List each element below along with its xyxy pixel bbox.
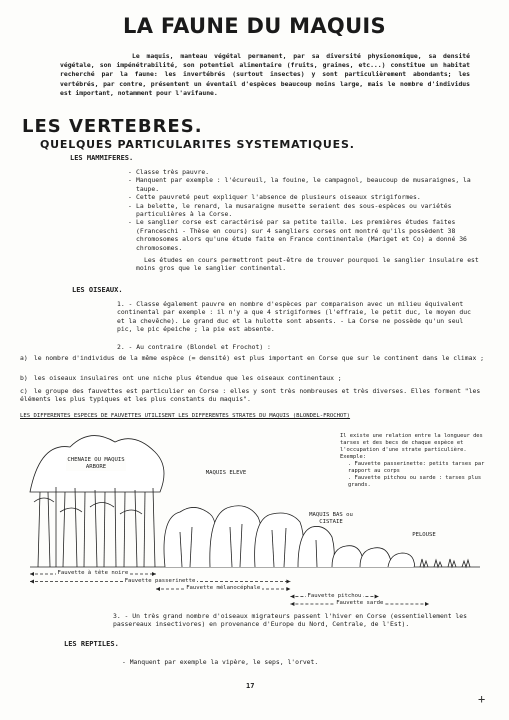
fauvette-range-label: Fauvette à tête noire: [57, 570, 129, 576]
strata-label-maquis-eleve: MAQUIS ELEVE: [196, 470, 256, 477]
observation-label: a): [20, 354, 28, 362]
legend-item: . Fauvette passerinette: petits tarses par rapport au corps: [348, 461, 485, 474]
page-title: LA FAUNE DU MAQUIS: [123, 14, 386, 38]
observation-label: c): [20, 387, 28, 395]
margin-mark: +: [478, 692, 486, 706]
maquis-bas-shrubs: [332, 546, 415, 567]
list-item: - Le sanglier corse est caractérisé par sa petite taille. Les premières études faites (Franceschi - Thèse en cours) sur 4 sangliers corses ont montré qu'ils possèdent 38 chromosomes alors qu'une étude faite en France continentale (Mariget et Co) a donné 36 chromosomes.: [128, 218, 483, 252]
oiseaux-heading: LES OISEAUX.: [72, 286, 123, 294]
observation-text: le groupe des fauvettes est particulier en Corse : elles y sont très nombreuses et très diverses. Elles forment "les éléments les plus typiques et les plus constants du maquis".: [20, 387, 481, 404]
oiseaux-item-2: 2. - Au contraire (Blondel et Frochot) :: [117, 343, 271, 351]
reptiles-text: - Manquent par exemple la vipère, le seps, l'orvet.: [122, 658, 319, 666]
mammiferes-note: Les études en cours permettront peut-être de trouver pourquoi le sanglier insulaire est moins gros que le sanglier continental.: [136, 256, 479, 273]
pelouse-grass: [420, 559, 470, 567]
observation-c: [20, 387, 488, 404]
legend-intro: Il existe une relation entre la longueur des tarses et des becs de chaque espèce et l'occupation d'une strate particulière. Exemple:: [340, 433, 483, 460]
fauvette-range-label: Fauvette passerinette: [124, 577, 196, 584]
observation-b: [20, 374, 488, 382]
observation-a: [20, 354, 488, 362]
legend-item: . Fauvette pitchou ou sarde : tarses plus grands.: [348, 475, 482, 488]
page-number: 17: [246, 682, 255, 690]
list-item: - Manquent par exemple : l'écureuil, la fouine, le campagnol, beaucoup de musaraignes, la taupe.: [128, 176, 483, 193]
strata-label-chenaie: CHENAIE OU MAQUIS ARBORE: [67, 457, 125, 470]
figure-title: LES DIFFERENTES ESPECES DE FAUVETTES UTILISENT LES DIFFERENTES STRATES DU MAQUIS (BLONDEL-FROCHOT): [20, 413, 351, 419]
figure-legend: [340, 433, 488, 489]
list-item: - La belette, le renard, la musaraigne musette seraient des sous-espèces ou variétés particulières à la Corse.: [128, 202, 483, 219]
fauvette-range-label: Fauvette mélanocéphale: [186, 585, 261, 591]
intro-paragraph: Le maquis, manteau végétal permanent, par sa diversité physionomique, sa densité végétale, son impénétrabilité, son potentiel alimentaire (fruits, graines, etc...) constitue un habitat recherché par la faune: les invertébrés (surtout insectes) y sont particulièrement abondants; les vertébrés, par contre, présentent un éventail d'espèces beaucoup moins large, mais le nombre d'individus est important, notamment pour l'avifaune.: [60, 52, 470, 97]
observation-text: le nombre d'individus de la même espèce (= densité) est plus important en Corse que sur le continent dans le climax ;: [33, 354, 485, 362]
section-subheading: QUELQUES PARTICULARITES SYSTEMATIQUES.: [40, 138, 355, 151]
fauvette-range-label: Fauvette pitchou: [307, 592, 362, 599]
strata-label-pelouse: PELOUSE: [404, 532, 444, 539]
observation-label: b): [20, 374, 28, 382]
oiseaux-item-3: 3. - Un très grand nombre d'oiseaux migrateurs passent l'hiver en Corse (essentiellement les passereaux insectivores) en provenance d'Europe du Nord, Centrale, de l'Est).: [113, 612, 467, 629]
mammiferes-heading: LES MAMMIFERES.: [70, 154, 134, 162]
oiseaux-item-1: 1. - Classe également pauvre en nombre d'espèces par comparaison avec un milieu équivalent continental par exemple : il n'y a que 4 strigiformes (l'effraie, le petit duc, le moyen duc et la chevêche). Le grand duc et la hulotte sont absents. - La Corse ne possède qu'un seul pic, le pic épeiche ; la pie est absente.: [117, 300, 471, 334]
strata-label-maquis-bas: MAQUIS BAS ou CISTAIE: [309, 512, 353, 525]
observation-text: les oiseaux insulaires ont une niche plus étendue que les oiseaux continentaux ;: [33, 374, 342, 382]
mammiferes-list: [128, 168, 483, 273]
fauvette-range-label: Fauvette sarde: [336, 600, 384, 606]
chenaie-branches: [34, 498, 142, 514]
chenaie-trunks: [38, 487, 155, 567]
fauvette-range-labels: [30, 570, 450, 610]
list-item: - Cette pauvreté peut expliquer l'absence de plusieurs oiseaux strigiformes.: [128, 193, 483, 201]
reptiles-heading: LES REPTILES.: [64, 640, 119, 648]
section-heading-vertebres: LES VERTEBRES.: [22, 116, 203, 137]
list-item: - Classe très pauvre.: [128, 168, 483, 176]
